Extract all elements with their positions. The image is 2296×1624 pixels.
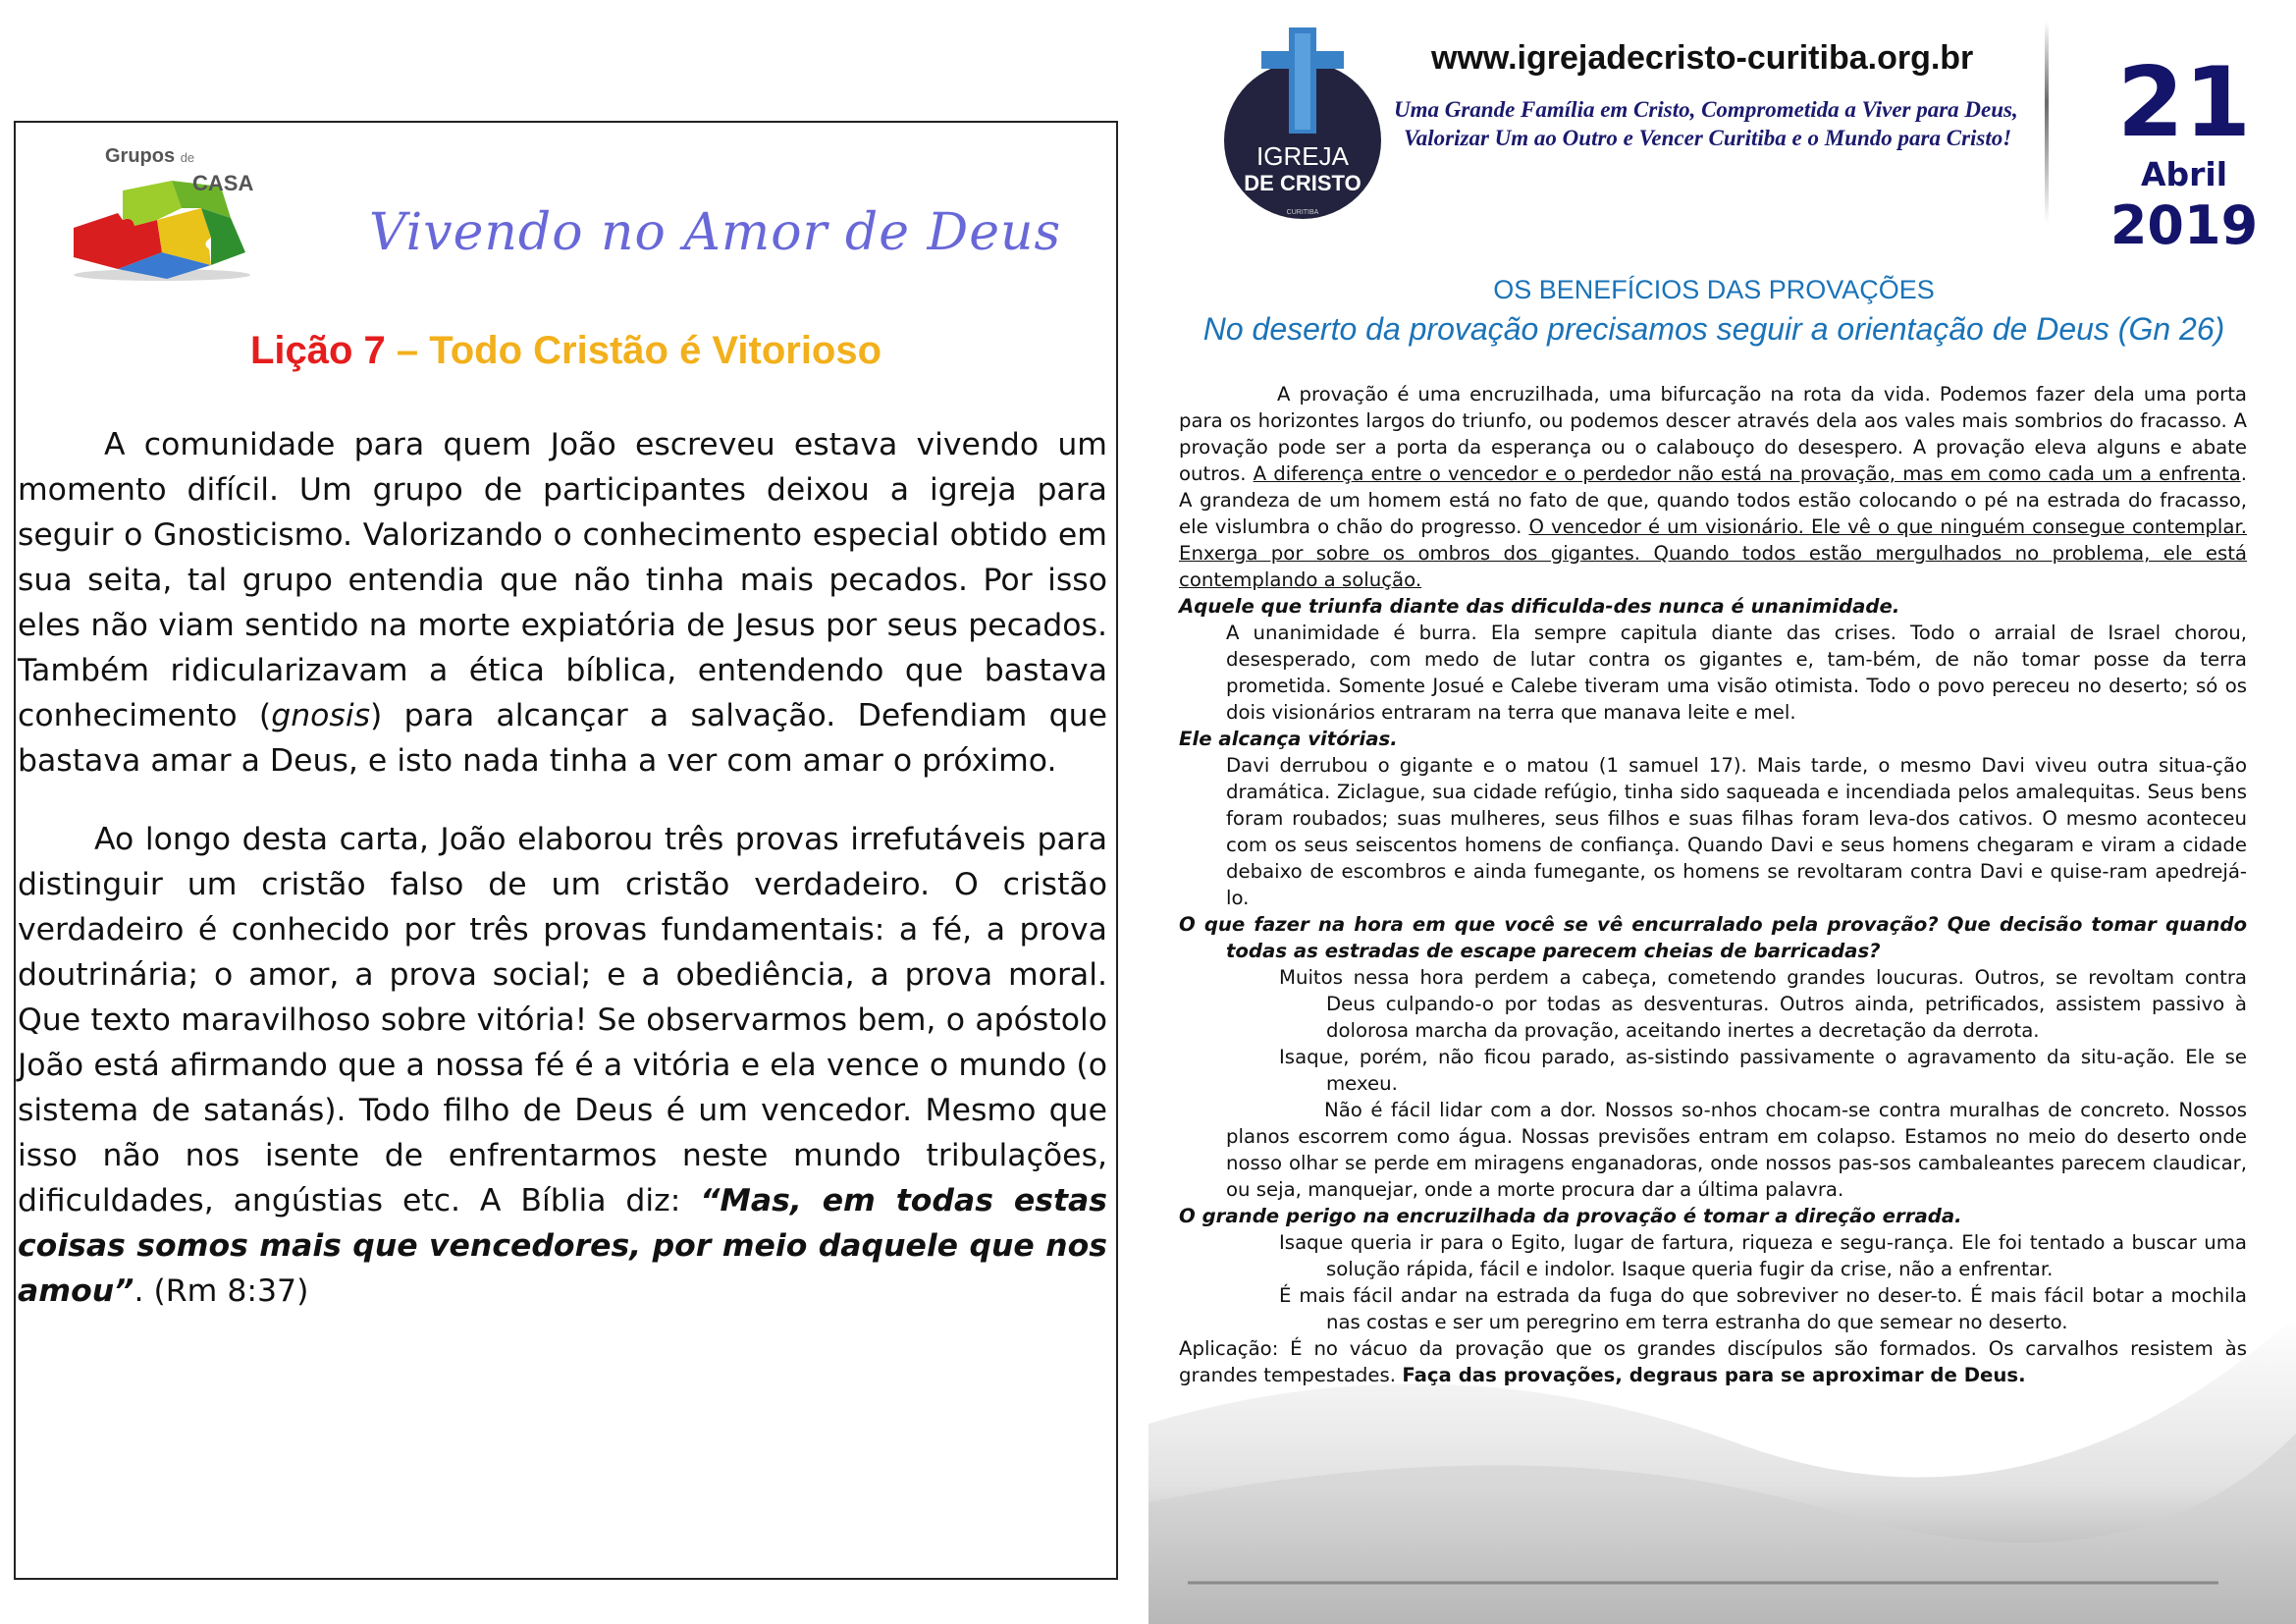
logo-subtitle: CASA: [192, 171, 254, 195]
article-paragraph-2: A unanimidade é burra. Ela sempre capitula diante das crises. Todo o arraial de Israel chorou, desesperado, com medo de lutar contra os gigantes e, tam-bém, de não tomar posse da terra prometida. Somente Josué e Calebe tiveram uma visão otimista. Todo o povo pereceu no deserto; só os dois visionários entraram na terra que manava leite e mel.: [1226, 622, 2247, 724]
logo-title: Grupos de: [105, 145, 195, 167]
article-paragraph-3: Davi derrubou o gigante e o matou (1 samuel 17). Mais tarde, o mesmo Davi viveu outra situa-ção dramática. Ziclague, sua cidade refúgio, tinha sido saqueada e incendiada pelos amalequitas. Seus bens foram roubados; suas mulheres, seus filhos e suas filhas foram leva-dos cativos. O mesmo aconteceu com os seus seiscentos homens de confiança. Quando Davi e seus homens chegaram e viram a cidade debaixo de escombros e ainda fumegante, os homens se revoltaram contra Davi e quise-ram apedrejá-lo.: [1226, 754, 2247, 909]
bible-reference: . (Rm 8:37): [133, 1273, 309, 1309]
lesson-paragraph-2: Ao longo desta carta, João elaborou três provas irrefutáveis para distinguir um cristão falso de um cristão verdadeiro. O cristão verdadeiro é conhecido por três provas fundamentais: a fé, a prova doutrinária; o amor, a prova social; e a obediência, a prova moral. Que texto maravilhoso sobre vitória! Se observarmos bem, o apóstolo João está afirmando que a nossa fé é a vitória e ela vence o mundo (o sistema de satanás). Todo filho de Deus é um vencedor. Mesmo que isso não nos isente de enfrentarmos neste mundo tribulações, dificuldades, angústias etc. A Bíblia diz: “Mas, em todas estas coisas somos mais que vencedores, por meio daquele que nos amou”. (Rm 8:37): [18, 822, 1108, 1309]
date-year: 2019: [2109, 194, 2259, 256]
article-paragraph-7: Isaque queria ir para o Egito, lugar de fartura, riqueza e segu-rança. Ele foi tentado a buscar uma solução rápida, fácil e indolor. Isaque queria fugir da crise, não a enfrentar.: [1279, 1231, 2247, 1280]
series-title: Vivendo no Amor de Deus: [369, 203, 1062, 262]
tagline-line-2: Valorizar Um ao Outro e Vencer Curitiba e o Mundo para Cristo!: [1404, 126, 2012, 150]
lesson-panel: [14, 121, 1118, 1580]
sermon-article: [1179, 381, 2247, 1388]
article-paragraph-1: A provação é uma encruzilhada, uma bifurcação na rota da vida. Podemos fazer dela uma porta para os horizontes largos do triunfo, ou podemos descer através dela aos vales mais sombrios do fracasso. A provação pode ser a porta da esperança ou o calabouço do desespero. A provação eleva alguns e abate outros. A diferença entre o vencedor e o perdedor não está na provação, mas em como cada um a enfrenta. A grandeza de um homem está no fato de que, quando todos estão colocando o pé na estrada do fracasso, ele vislumbra o chão do progresso. O vencedor é um visionário. Ele vê o que ninguém consegue contemplar. Enxerga por sobre os ombros dos gigantes. Quando todos estão mergulhados no problema, ele está contemplando a solução.: [1179, 383, 2247, 591]
church-logo-line3: CURITIBA: [1286, 209, 1319, 216]
article-heading-4: O grande perigo na encruzilhada da provação é tomar a direção errada.: [1179, 1205, 1962, 1227]
church-website: www.igrejadecristo-curitiba.org.br: [1431, 39, 1974, 77]
article-paragraph-5: Isaque, porém, não ficou parado, as-sistindo passivamente o agravamento da situ-ação. Ele se mexeu.: [1279, 1046, 2247, 1095]
underlined-text-2: O vencedor é um visionário. Ele vê o que ninguém consegue contemplar. Enxerga por sobre os ombros dos gigantes. Quando todos estão mergulhados no problema, ele está contemplando a solução.: [1179, 515, 2247, 591]
application-bold: Faça das provações, degraus para se aproximar de Deus.: [1402, 1364, 2026, 1386]
date-day: 21: [2116, 47, 2252, 159]
bible-quote: “Mas, em todas estas coisas somos mais que vencedores, por meio daquele que nos amou”: [18, 1183, 1108, 1309]
grupos-de-casa-logo: [64, 139, 280, 287]
date-divider: [2045, 22, 2049, 223]
article-paragraph-8: É mais fácil andar na estrada da fuga do que sobreviver no deser-to. É mais fácil botar a mochila nas costas e ser um peregrino em terra estranha do que semear no deserto.: [1279, 1284, 2247, 1333]
date-month: Abril: [2140, 155, 2228, 193]
article-heading-1: Aquele que triunfa diante das dificulda-des nunca é unanimidade.: [1179, 595, 1900, 618]
article-heading-2: Ele alcança vitórias.: [1179, 728, 1398, 750]
gnosis-term: gnosis: [271, 698, 371, 733]
church-logo-line2: DE CRISTO: [1244, 171, 1362, 195]
tagline-line-1: Uma Grande Família em Cristo, Comprometida a Viver para Deus,: [1394, 97, 2018, 122]
logo-title-de: de: [180, 150, 195, 165]
lesson-paragraph-1: A comunidade para quem João escreveu estava vivendo um momento difícil. Um grupo de participantes deixou a igreja para seguir o Gnosticismo. Valorizando o conhecimento especial obtido em sua seita, tal grupo entendia que não tinha mais pecados. Por isso eles não viam sentido na morte expiatória de Jesus por seus pecados. Também ridicularizavam a ética bíblica, entendendo que bastava conhecimento (gnosis) para alcançar a salvação. Defendiam que bastava amar a Deus, e isto nada tinha a ver com amar o próximo.: [18, 427, 1107, 779]
lesson-number: Lição 7: [249, 329, 386, 372]
article-application: Aplicação: É no vácuo da provação que os grandes discípulos são formados. Os carvalhos resistem às grandes tempestades. Faça das provações, degraus para se aproximar de Deus.: [1179, 1337, 2247, 1386]
church-cross-logo: [1222, 27, 1384, 224]
church-logo-line1: IGREJA: [1256, 141, 1349, 171]
article-paragraph-6: Não é fácil lidar com a dor. Nossos so-nhos chocam-se contra muralhas de concreto. Nossos planos escorrem como água. Nossas previsões entram em colapso. Estamos no meio do deserto onde nosso olhar se perde em miragens enganadoras, onde nossos pas-sos cambaleantes parecem claudicar, ou seja, manquejar, onde a morte procura dar a última palavra.: [1226, 1099, 2247, 1201]
lesson-title: [16, 329, 1116, 373]
underlined-text-1: A diferença entre o vencedor e o perdedor não está na provação, mas em como cada um a enfrenta: [1253, 462, 2241, 485]
lesson-name: Todo Cristão é Vitorioso: [429, 329, 882, 372]
lesson-separator: –: [385, 329, 430, 372]
article-paragraph-4: Muitos nessa hora perdem a cabeça, cometendo grandes loucuras. Outros, se revoltam contra Deus culpando-o por todas as desventuras. Outros ainda, petrificados, assistem passivo à dolorosa marcha da provação, aceitando inertes a decretação da derrota.: [1279, 966, 2247, 1042]
sermon-subtitle: No deserto da provação precisamos seguir a orientação de Deus (Gn 26): [1202, 311, 2225, 347]
article-heading-3: O que fazer na hora em que você se vê encurralado pela provação? Que decisão tomar quando todas as estradas de escape parecem cheias de barricadas?: [1179, 913, 2247, 962]
sermon-title: OS BENEFÍCIOS DAS PROVAÇÕES: [1493, 275, 1935, 304]
